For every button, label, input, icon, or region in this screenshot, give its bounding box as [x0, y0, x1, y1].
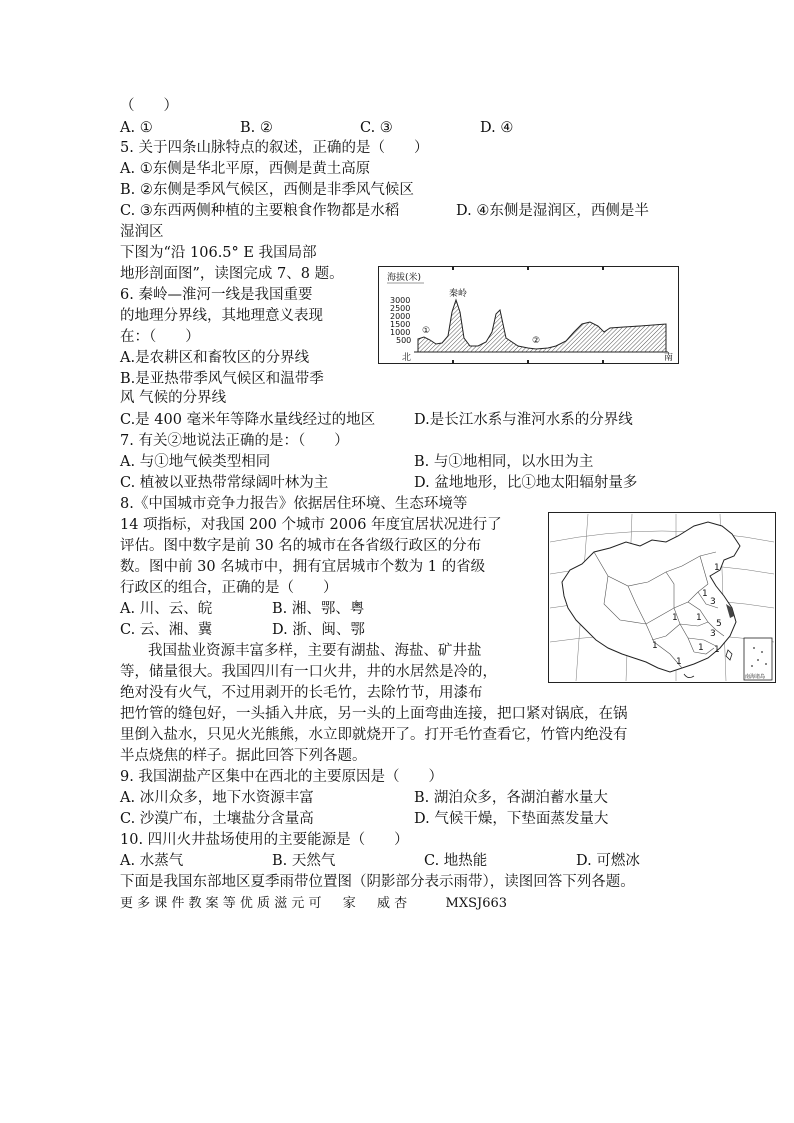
salt-passage-line5: 里倒入盐水，只见火光熊熊，水立即就烧开了。打开毛竹查看它，竹管内绝没有	[120, 727, 628, 743]
q5-stem: 5. 关于四条山脉特点的叙述，正确的是（ ）	[120, 140, 429, 156]
q6-option-d: D.是长江水系与淮河水系的分界线	[414, 412, 633, 428]
q4-option-c: C. ③	[360, 120, 393, 136]
q5-option-b: B. ②东侧是季风气候区，西侧是非季风气候区	[120, 182, 414, 198]
map-count: 1	[652, 641, 658, 651]
q7-option-c: C. 植被以亚热带常绿阔叶林为主	[120, 475, 329, 491]
q9-option-a: A. 冰川众多，地下水资源丰富	[120, 790, 314, 806]
ytick-2000: 2000	[390, 312, 411, 321]
ytick-1500: 1500	[390, 320, 411, 329]
profile-south-label: 南	[664, 353, 674, 363]
salt-passage-line6: 半点烧焦的样子。据此回答下列各题。	[120, 748, 367, 764]
q8-option-a: A. 川、云、皖	[120, 601, 213, 617]
q5-option-c: C. ③东西两侧种植的主要粮食作物都是水稻	[120, 203, 400, 219]
ytick-1000: 1000	[390, 328, 411, 337]
china-livable-cities-map	[548, 512, 776, 683]
q6-line3: 在：（ ）	[120, 329, 200, 345]
q4-option-d: D. ④	[480, 120, 514, 136]
q8-line4: 数。图中前 30 名城市中，拥有宜居城市个数为 1 的省级	[120, 559, 486, 575]
q10-stem: 10. 四川火井盐场使用的主要能源是（ ）	[120, 832, 409, 848]
q10-option-b: B. 天然气	[272, 853, 336, 869]
q7-stem: 7. 有关②地说法正确的是：（ ）	[120, 433, 349, 449]
ytick-2500: 2500	[390, 304, 411, 313]
ytick-3000: 3000	[390, 296, 411, 305]
q4-option-b: B. ②	[240, 120, 273, 136]
map-count: 3	[710, 629, 716, 639]
terrain-profile-figure	[378, 266, 680, 365]
q9-option-c: C. 沙漠广布，土壤盐分含量高	[120, 811, 314, 827]
inset-label: 南海诸岛	[745, 674, 766, 680]
q6-line1: 6. 秦岭—淮河一线是我国重要	[120, 287, 313, 303]
map-count: 1	[676, 657, 682, 667]
q9-option-b: B. 湖泊众多，各湖泊蓄水量大	[414, 790, 608, 806]
profile-ylabel: 海拔(米)	[387, 273, 422, 283]
q6-option-b-cont: 风 气候的分界线	[120, 390, 227, 406]
intro-7-8-line2: 地形剖面图”，读图完成 7、8 题。	[120, 266, 344, 282]
map-count: 1	[696, 613, 702, 623]
next-section-intro: 下面是我国东部地区夏季雨带位置图（阴影部分表示雨带），读图回答下列各题。	[120, 874, 635, 890]
q8-line2: 14 项指标，对我国 200 个城市 2006 年度宜居状况进行了	[120, 517, 502, 533]
q4-option-a: A. ①	[120, 120, 153, 136]
q5-option-d: D. ④东侧是湿润区，西侧是半	[456, 203, 649, 219]
q7-option-a: A. 与①地气候类型相同	[120, 454, 271, 470]
q9-option-d: D. 气候干燥，下垫面蒸发量大	[414, 811, 609, 827]
map-count: 1	[702, 589, 708, 599]
q10-option-d: D. 可燃冰	[576, 853, 640, 869]
map-count: 1	[714, 645, 720, 655]
intro-7-8-line1: 下图为“沿 106.5° E 我国局部	[120, 245, 317, 261]
salt-passage-line4: 把竹管的缝包好，一头插入井底，另一头的上面弯曲连接，把口紧对锅底，在锅	[120, 706, 628, 722]
profile-peak-label: 秦岭	[449, 289, 468, 299]
q5-option-a: A. ①东侧是华北平原，西侧是黄土高原	[120, 161, 371, 177]
q6-option-a: A.是农耕区和畜牧区的分界线	[120, 350, 310, 366]
footer-watermark-text: 更 多 课 件 教 案 等 优 质 滋 元 可 家 威 杏 MXSJ663	[120, 896, 508, 911]
q10-option-a: A. 水蒸气	[120, 853, 184, 869]
map-count: 1	[714, 563, 720, 573]
salt-passage-line3: 绝对没有火气，不过用剥开的长毛竹，去除竹节，用漆布	[120, 685, 483, 701]
ytick-500: 500	[396, 336, 412, 345]
q8-line5: 行政区的组合，正确的是（ ）	[120, 580, 338, 596]
q8-line3: 评估。图中数字是前 30 名的城市在各省级行政区的分布	[120, 538, 482, 554]
profile-marker-1: ①	[422, 326, 431, 336]
q6-option-c: C.是 400 毫米年等降水量线经过的地区	[120, 412, 376, 428]
q6-line2: 的地理分界线，其地理意义表现	[120, 308, 323, 324]
map-count: 3	[710, 597, 716, 607]
q8-line1: 8.《中国城市竞争力报告》依据居住环境、生态环境等	[120, 496, 468, 512]
salt-passage-line1: 我国盐业资源丰富多样，主要有湖盐、海盐、矿井盐	[148, 643, 482, 659]
map-count: 1	[698, 643, 704, 653]
q8-option-b: B. 湘、鄂、粤	[272, 601, 365, 617]
q5-option-d-cont: 湿润区	[120, 224, 164, 240]
q4-paren: （ ）	[120, 98, 178, 114]
salt-passage-line2: 等，储量很大。我国四川有一口火井，井的水居然是冷的，	[120, 664, 497, 680]
profile-north-label: 北	[402, 353, 412, 363]
q10-option-c: C. 地热能	[424, 853, 488, 869]
q9-stem: 9. 我国湖盐产区集中在西北的主要原因是（ ）	[120, 769, 443, 785]
q8-option-d: D. 浙、闽、鄂	[272, 622, 365, 638]
q7-option-b: B. 与①地相同，以水田为主	[414, 454, 594, 470]
q6-option-b: B.是亚热带季风气候区和温带季	[120, 371, 324, 387]
q7-option-d: D. 盆地地形，比①地太阳辐射量多	[414, 475, 638, 491]
map-count: 1	[672, 613, 678, 623]
map-count: 5	[716, 619, 722, 629]
q8-option-c: C. 云、湘、冀	[120, 622, 213, 638]
profile-marker-2: ②	[532, 336, 541, 346]
